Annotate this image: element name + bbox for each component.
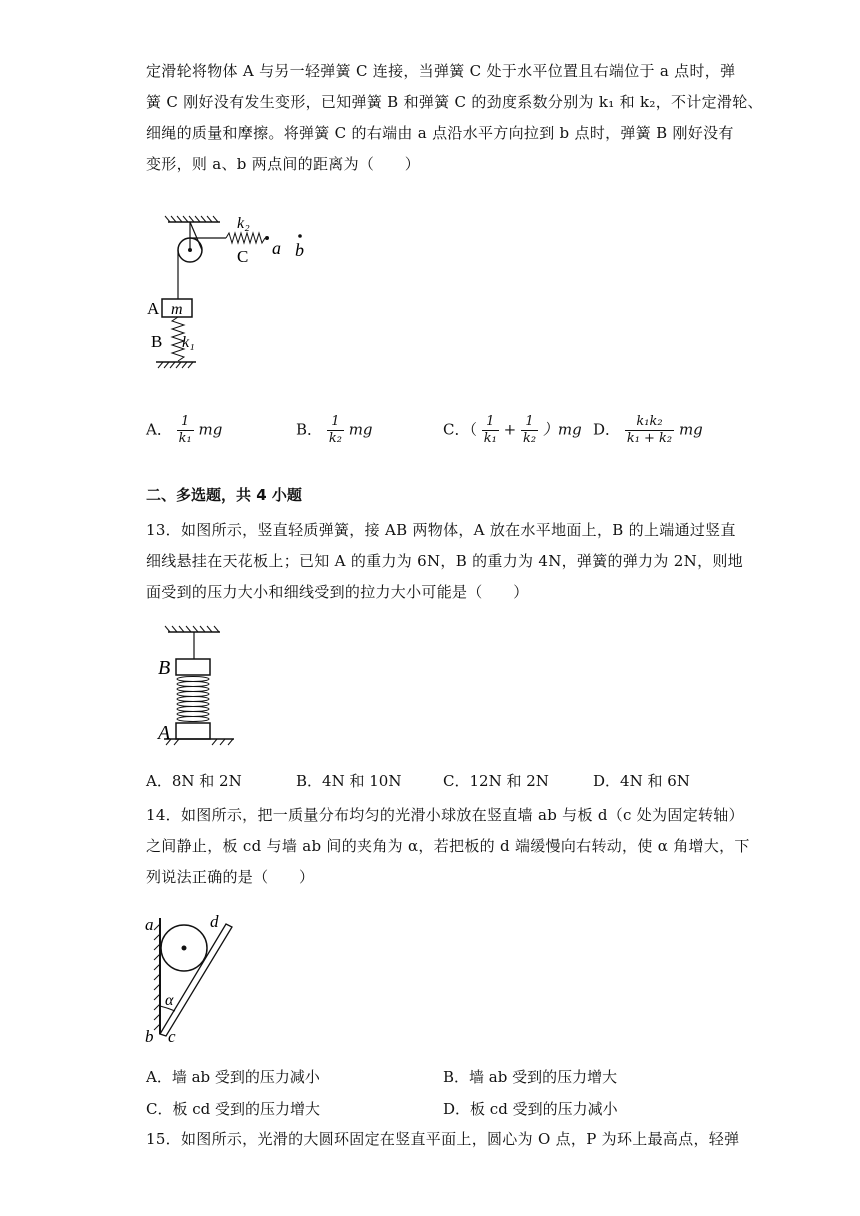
q12-option-c-tail: ）mg — [542, 420, 582, 439]
q12-option-c[interactable] — [443, 414, 582, 447]
q13-label-B: B — [158, 657, 171, 679]
q14-label-b: b — [145, 1027, 154, 1046]
q13-option-c[interactable]: C．12N 和 2N — [443, 772, 549, 790]
q13-option-d[interactable]: D．4N 和 6N — [593, 772, 690, 790]
q15-stem — [146, 1124, 740, 1155]
q12-label-a: a — [272, 238, 281, 258]
q12-label-k1: k₁ — [182, 334, 195, 351]
q12-stem — [146, 56, 763, 180]
q12-option-d-den: k₁ + k₂ — [626, 431, 673, 446]
q13-line-2: 细线悬挂在天花板上；已知 A 的重力为 6N，B 的重力为 4N，弹簧的弹力为 2N，则地 — [146, 552, 743, 570]
q14-figure — [138, 910, 248, 1050]
q12-option-a[interactable] — [146, 414, 222, 447]
q12-option-d[interactable] — [593, 414, 703, 447]
q13-figure — [150, 622, 240, 747]
q14-label-alpha: α — [165, 992, 174, 1009]
q13-option-b[interactable]: B．4N 和 10N — [296, 772, 402, 790]
q14-line-3: 列说法正确的是（ ） — [146, 868, 315, 886]
q12-label-B: B — [151, 332, 163, 351]
q12-option-a-label: A． — [146, 420, 172, 439]
q12-option-d-fraction — [625, 414, 674, 447]
q12-option-a-fraction — [177, 414, 194, 447]
q15-line-1: 15．如图所示，光滑的大圆环固定在竖直平面上，圆心为 O 点，P 为环上最高点，轻弹 — [146, 1130, 740, 1148]
q12-label-C: C — [237, 247, 249, 266]
q12-line-1: 定滑轮将物体 A 与另一轻弹簧 C 连接，当弹簧 C 处于水平位置且右端位于 a 点时，弹 — [146, 62, 736, 80]
q14-label-c: c — [168, 1027, 176, 1046]
q13-line-3: 面受到的压力大小和细线受到的拉力大小可能是（ ） — [146, 583, 529, 601]
q12-label-m: m — [171, 301, 183, 318]
q12-option-b-label: B． — [296, 420, 323, 439]
q12-option-b-tail: mg — [348, 420, 373, 439]
q12-option-c-den-1: k₁ — [483, 431, 497, 446]
q13-options — [146, 770, 726, 792]
q13-stem — [146, 515, 743, 608]
q12-option-c-num-2: 1 — [521, 414, 538, 431]
q13-label-A: A — [158, 722, 171, 744]
q12-option-d-tail: mg — [678, 420, 703, 439]
q12-option-b-den: k₂ — [328, 431, 342, 446]
q12-label-A: A — [147, 299, 160, 318]
q12-option-c-plus: + — [503, 420, 517, 439]
q13-option-a[interactable]: A．8N 和 2N — [146, 772, 242, 790]
q12-figure — [140, 210, 320, 375]
q12-option-a-num: 1 — [177, 414, 194, 431]
q12-option-c-num-1: 1 — [482, 414, 499, 431]
q14-line-2: 之间静止，板 cd 与墙 ab 间的夹角为 α，若把板的 d 端缓慢向右转动，使 α 角增大，下 — [146, 837, 750, 855]
q14-option-a[interactable]: A．墙 ab 受到的压力减小 — [146, 1068, 320, 1086]
q14-label-a: a — [145, 915, 154, 934]
q12-line-4: 变形，则 a、b 两点间的距离为（ ） — [146, 155, 421, 173]
q13-line-1: 13．如图所示，竖直轻质弹簧，接 AB 两物体，A 放在水平地面上，B 的上端通过竖直 — [146, 521, 736, 539]
q12-option-c-fraction-2 — [521, 414, 538, 447]
q12-option-b-num: 1 — [327, 414, 344, 431]
q12-option-a-den: k₁ — [178, 431, 192, 446]
q12-options — [146, 414, 726, 464]
q12-option-b[interactable] — [296, 414, 373, 447]
q12-option-d-num: k₁k₂ — [625, 414, 674, 431]
section-heading: 二、多选题，共 4 小题 — [146, 486, 302, 504]
q14-line-1: 14．如图所示，把一质量分布均匀的光滑小球放在竖直墙 ab 与板 d（c 处为固定转轴） — [146, 806, 744, 824]
q12-option-a-tail: mg — [198, 420, 223, 439]
q12-option-c-den-2: k₂ — [523, 431, 537, 446]
q14-option-c[interactable]: C．板 cd 受到的压力增大 — [146, 1100, 321, 1118]
q12-label-b: b — [295, 240, 304, 260]
q12-line-2: 簧 C 刚好没有发生变形，已知弹簧 B 和弹簧 C 的劲度系数分别为 k₁ 和 k₂，不计定滑轮、 — [146, 93, 763, 111]
q12-option-d-label: D． — [593, 420, 621, 439]
q12-option-b-fraction — [327, 414, 344, 447]
q12-label-k2: k₂ — [237, 215, 250, 232]
q12-line-3: 细绳的质量和摩擦。将弹簧 C 的右端由 a 点沿水平方向拉到 b 点时，弹簧 B 刚好没有 — [146, 124, 734, 142]
q14-option-b[interactable]: B．墙 ab 受到的压力增大 — [443, 1068, 618, 1086]
q14-label-d: d — [210, 912, 219, 931]
q14-options — [146, 1066, 726, 1126]
q14-stem — [146, 800, 750, 893]
q12-option-c-label: C．（ — [443, 420, 477, 439]
q14-option-d[interactable]: D．板 cd 受到的压力减小 — [443, 1100, 618, 1118]
q12-option-c-fraction-1 — [482, 414, 499, 447]
